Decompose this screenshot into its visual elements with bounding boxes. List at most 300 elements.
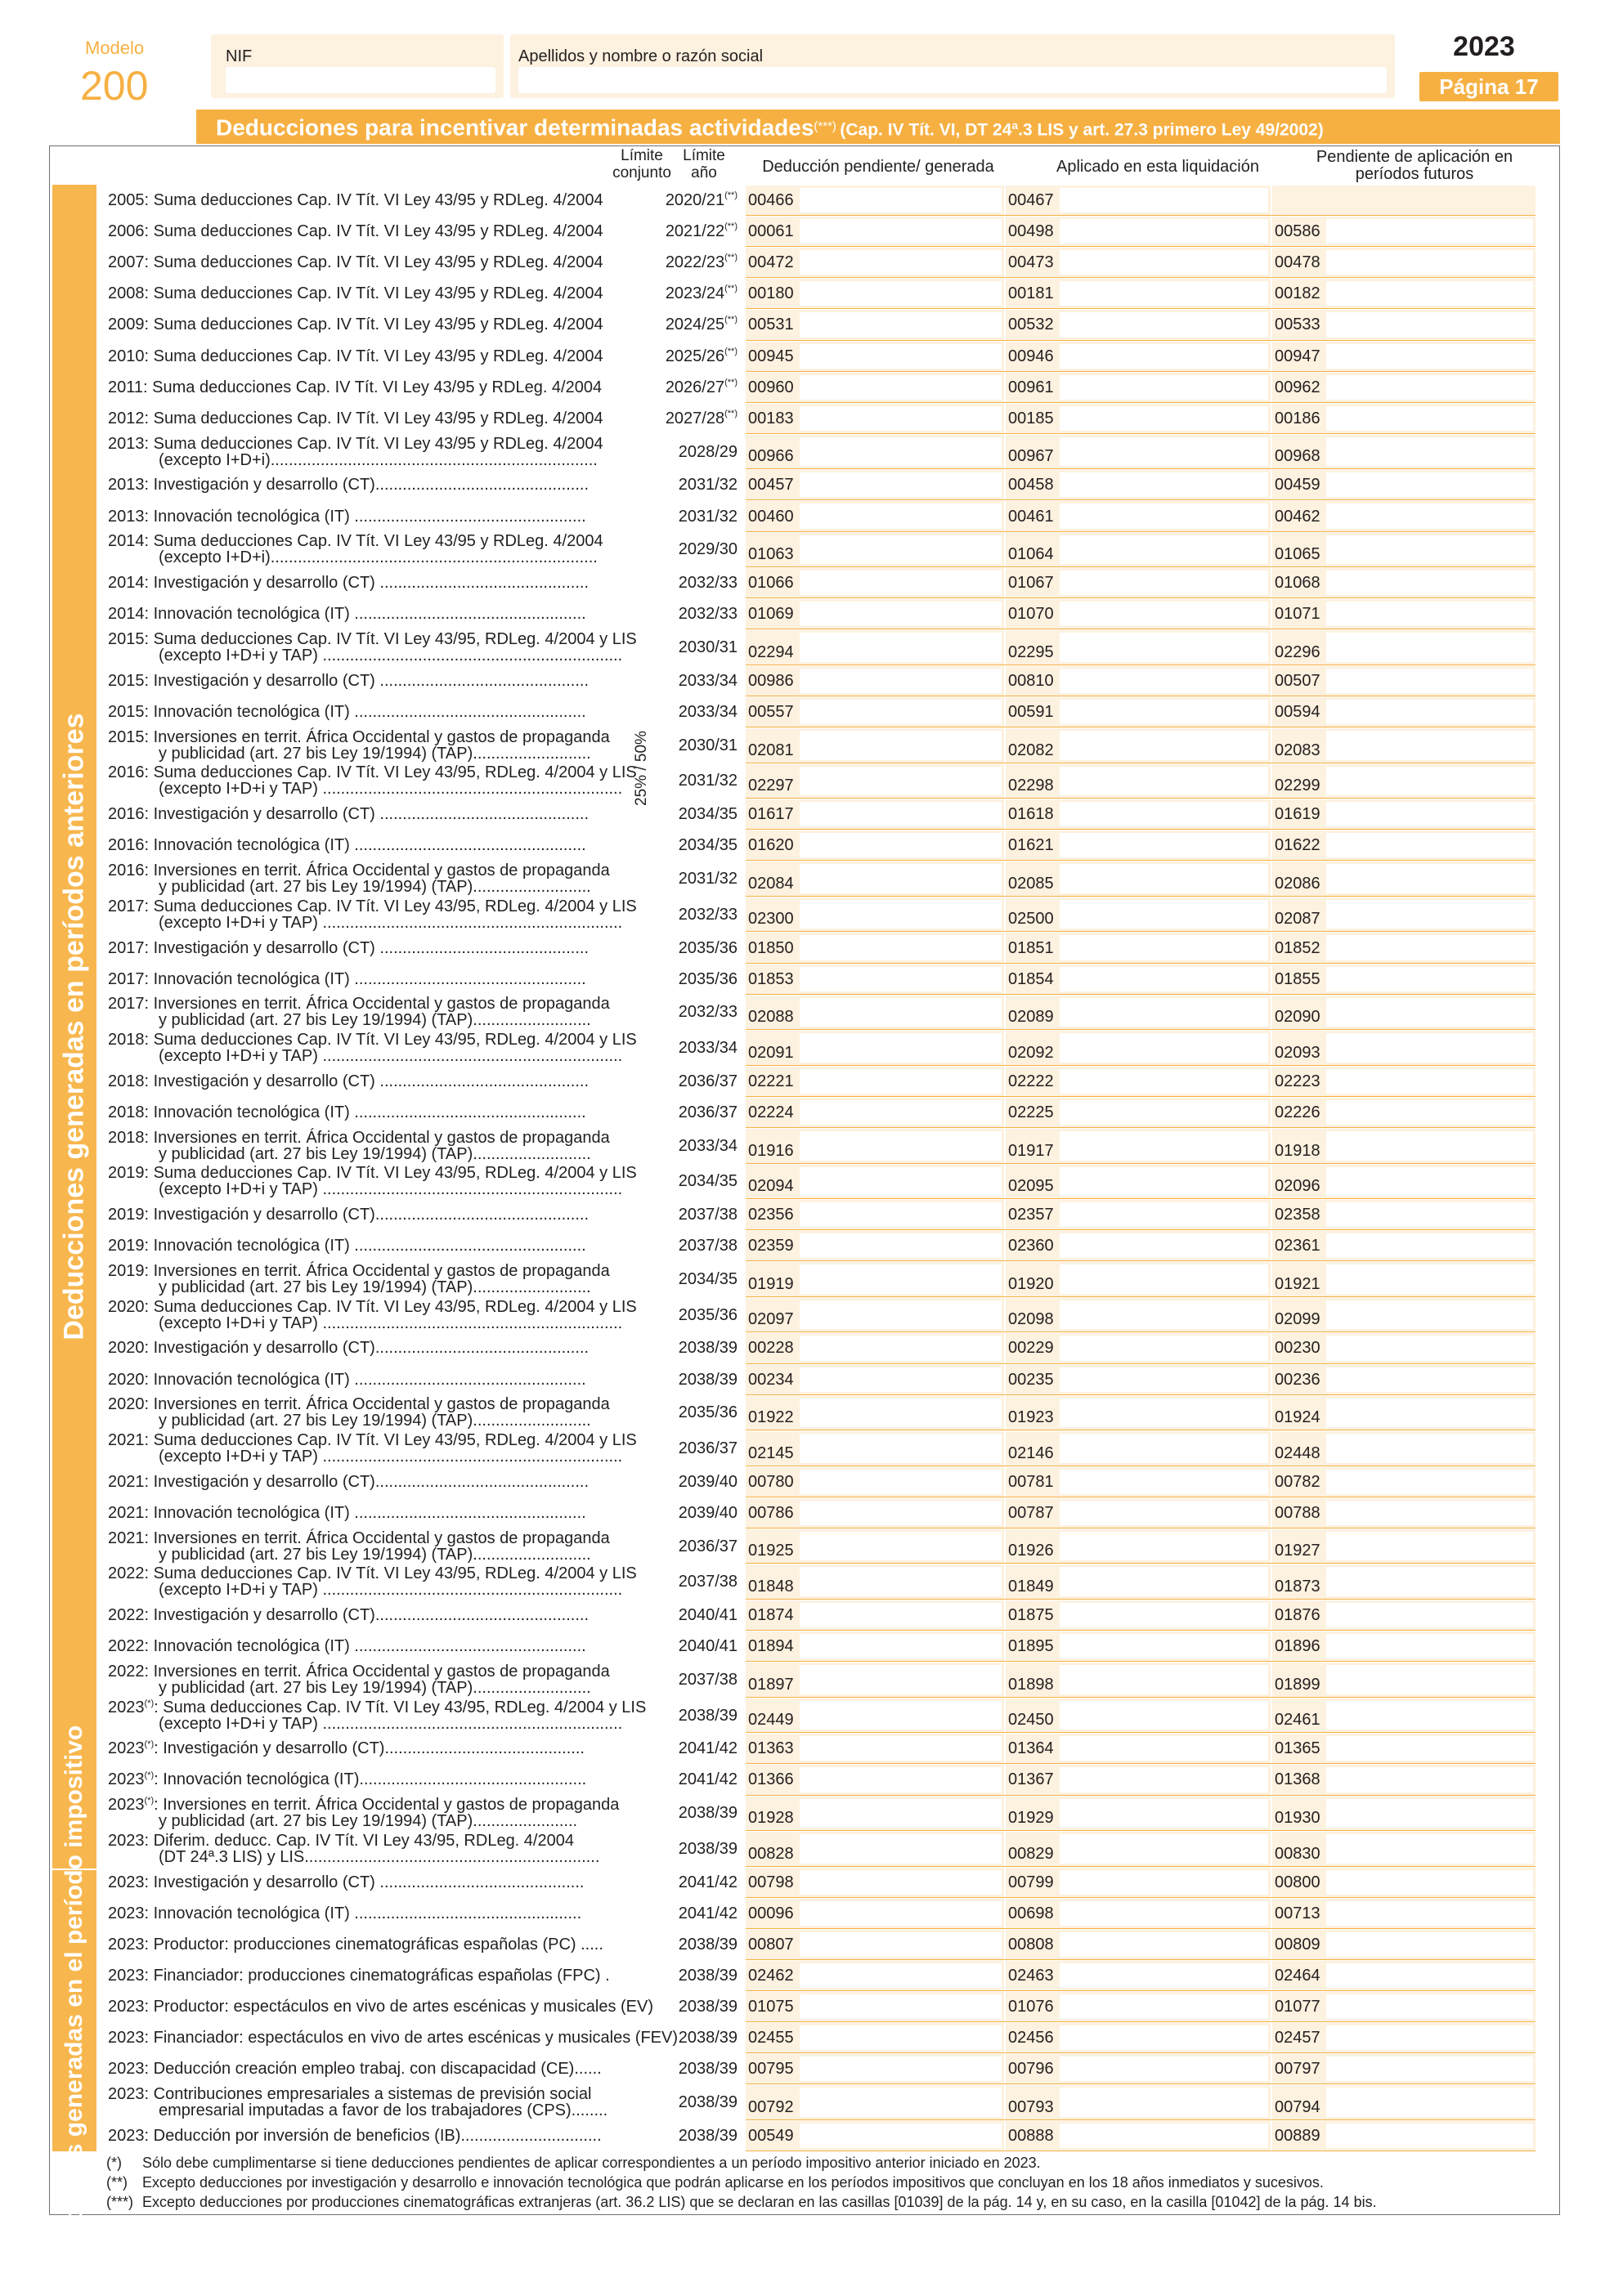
amount-input[interactable] <box>1060 935 1268 960</box>
cell-pendiente <box>1272 1231 1536 1260</box>
amount-input[interactable] <box>800 1033 1002 1063</box>
row-limit-year: 2035/36 <box>678 1305 737 1324</box>
row-limit-mark: (**) <box>724 346 737 356</box>
amount-input[interactable] <box>1060 504 1268 528</box>
amount-input[interactable] <box>1326 1434 1533 1463</box>
box-code: 01065 <box>1275 545 1320 564</box>
amount-input[interactable] <box>1060 1501 1268 1525</box>
amount-input[interactable] <box>800 1532 1002 1561</box>
cell-aplicado <box>1006 2023 1271 2052</box>
amount-input[interactable] <box>1060 833 1268 857</box>
amount-input[interactable] <box>800 1434 1002 1463</box>
amount-input[interactable] <box>800 1202 1002 1227</box>
row-limit-year: 2035/36 <box>678 969 737 988</box>
amount-input[interactable] <box>1326 1994 1533 2019</box>
amount-input[interactable] <box>800 1701 1002 1730</box>
table-row <box>0 629 1605 665</box>
amount-input[interactable] <box>1326 1100 1533 1125</box>
amount-input[interactable] <box>800 281 1002 306</box>
box-code: 00236 <box>1275 1370 1320 1389</box>
amount-input[interactable] <box>1326 900 1533 929</box>
amount-input[interactable] <box>800 504 1002 528</box>
amount-input[interactable] <box>800 833 1002 857</box>
amount-input[interactable] <box>1326 2088 1533 2117</box>
amount-input[interactable] <box>1326 1264 1533 1294</box>
amount-input[interactable] <box>800 1501 1002 1525</box>
amount-input[interactable] <box>800 312 1002 337</box>
amount-input[interactable] <box>1060 1336 1268 1360</box>
amount-input[interactable] <box>1326 700 1533 724</box>
footnote-mark: (***) <box>106 2194 134 2210</box>
cell-pendiente <box>1272 248 1536 277</box>
row-text: Financiador: espectáculos en vivo de artes escénicas y musicales (FEV) <box>153 2029 679 2048</box>
amount-input[interactable] <box>1060 669 1268 693</box>
amount-input[interactable] <box>1326 2057 1533 2081</box>
box-code: 00946 <box>1008 347 1054 365</box>
amount-input[interactable] <box>800 188 1002 213</box>
amount-input[interactable] <box>1060 700 1268 724</box>
amount-input[interactable] <box>1326 1300 1533 1330</box>
amount-input[interactable] <box>1060 1131 1268 1161</box>
cell-aplicado <box>1006 248 1271 277</box>
amount-input[interactable] <box>1060 571 1268 595</box>
amount-input[interactable] <box>1326 281 1533 306</box>
amount-input[interactable] <box>1060 1701 1268 1730</box>
amount-input[interactable] <box>800 1963 1002 1988</box>
amount-input[interactable] <box>800 1603 1002 1627</box>
amount-input[interactable] <box>800 1264 1002 1294</box>
row-limit-year: 2041/42 <box>678 1873 737 1891</box>
box-code: 01855 <box>1275 969 1320 988</box>
amount-input[interactable] <box>1060 2057 1268 2081</box>
box-code: 00795 <box>748 2060 794 2079</box>
amount-input[interactable] <box>1326 2025 1533 2050</box>
amount-input[interactable] <box>1060 998 1268 1027</box>
amount-input[interactable] <box>1060 1901 1268 1926</box>
amount-input[interactable] <box>1060 967 1268 991</box>
box-code: 01365 <box>1275 1739 1320 1758</box>
amount-input[interactable] <box>1060 1300 1268 1330</box>
row-year: 2020 <box>108 1370 145 1389</box>
row-text: Productor: producciones cinematográficas españolas (PC) ..... <box>153 1935 603 1954</box>
amount-input[interactable] <box>800 864 1002 893</box>
row-text: Suma deducciones Cap. IV Tít. VI Ley 43/95 y RDLeg. 4/2004 <box>153 347 603 365</box>
row-label <box>108 410 623 427</box>
amount-input[interactable] <box>1060 864 1268 893</box>
row-label <box>108 1164 637 1199</box>
amount-input[interactable] <box>1326 504 1533 528</box>
amount-input[interactable] <box>1326 669 1533 693</box>
amount-input[interactable] <box>1060 1736 1268 1761</box>
row-year: 2023 <box>108 1873 145 1891</box>
row-limit-year: 2038/39 <box>678 1339 737 1358</box>
amount-input[interactable] <box>1060 1202 1268 1227</box>
row-year: 2014 <box>108 532 145 551</box>
row-limit-year: 2030/31 <box>678 736 737 754</box>
row-label <box>108 223 623 239</box>
table-row <box>0 469 1605 500</box>
cell-aplicado <box>1006 630 1271 665</box>
amount-input[interactable] <box>1060 602 1268 626</box>
amount-input[interactable] <box>800 406 1002 431</box>
row-limit-year: 2033/34 <box>678 703 737 722</box>
amount-input[interactable] <box>1326 1701 1533 1730</box>
amount-input[interactable] <box>800 2088 1002 2117</box>
amount-input[interactable] <box>800 2025 1002 2050</box>
row-text: Suma deducciones Cap. IV Tít. VI Ley 43/95, RDLeg. 4/2004 y LIS <box>153 763 637 782</box>
amount-input[interactable] <box>1060 1834 1268 1864</box>
amount-input[interactable] <box>1060 535 1268 565</box>
amount-input[interactable] <box>1326 1167 1533 1197</box>
amount-input[interactable] <box>1060 1767 1268 1792</box>
row-label <box>108 1130 623 1162</box>
amount-input[interactable] <box>1326 731 1533 760</box>
amount-input[interactable] <box>1326 1532 1533 1561</box>
box-code: 02088 <box>748 1008 794 1027</box>
amount-input[interactable] <box>1326 344 1533 369</box>
box-code: 02361 <box>1275 1237 1320 1255</box>
amount-input[interactable] <box>1326 1901 1533 1926</box>
row-limit-year: 2034/35 <box>678 805 737 824</box>
row-year: 2007 <box>108 253 145 272</box>
amount-input[interactable] <box>1060 1932 1268 1957</box>
amount-input[interactable] <box>1326 1736 1533 1761</box>
amount-input[interactable] <box>1326 1131 1533 1161</box>
amount-input[interactable] <box>1060 1870 1268 1895</box>
row-label <box>108 379 623 396</box>
amount-input[interactable] <box>1326 1963 1533 1988</box>
amount-input[interactable] <box>1060 1963 1268 1988</box>
amount-input[interactable] <box>1060 437 1268 467</box>
amount-input[interactable] <box>800 731 1002 760</box>
amount-input[interactable] <box>1326 1399 1533 1428</box>
amount-input[interactable] <box>1060 633 1268 662</box>
amount-input[interactable] <box>1060 219 1268 244</box>
amount-input[interactable] <box>800 1665 1002 1694</box>
amount-input[interactable] <box>800 1167 1002 1197</box>
cell-aplicado <box>1006 964 1271 994</box>
row-limit-year: 2031/32 <box>678 870 737 888</box>
amount-input[interactable] <box>800 250 1002 275</box>
cell-aplicado <box>1006 1031 1271 1065</box>
amount-input[interactable] <box>1060 2088 1268 2117</box>
row-separator: : <box>144 1831 154 1850</box>
amount-input[interactable] <box>1060 1665 1268 1694</box>
cell-pendiente <box>1272 1961 1536 1990</box>
amount-input[interactable] <box>1060 406 1268 431</box>
amount-input[interactable] <box>800 1131 1002 1161</box>
amount-input[interactable] <box>1326 571 1533 595</box>
amount-input[interactable] <box>800 1100 1002 1125</box>
amount-input[interactable] <box>800 1901 1002 1926</box>
amount-input[interactable] <box>1326 833 1533 857</box>
row-text-continued: (excepto I+D+i y TAP) .................................................................. <box>159 780 623 799</box>
amount-input[interactable] <box>800 344 1002 369</box>
cell-aplicado <box>1006 533 1271 567</box>
amount-input[interactable] <box>800 1567 1002 1596</box>
amount-input[interactable] <box>1326 472 1533 497</box>
amount-input[interactable] <box>800 437 1002 467</box>
box-code: 00473 <box>1008 253 1054 272</box>
amount-input[interactable] <box>1326 802 1533 826</box>
amount-input[interactable] <box>1060 1567 1268 1596</box>
amount-input[interactable] <box>1326 1367 1533 1392</box>
amount-input[interactable] <box>800 1767 1002 1792</box>
amount-input[interactable] <box>800 375 1002 400</box>
amount-input[interactable] <box>1326 1501 1533 1525</box>
row-separator: : <box>144 1662 154 1681</box>
amount-input[interactable] <box>800 1470 1002 1494</box>
amount-input[interactable] <box>1060 1367 1268 1392</box>
box-code: 02450 <box>1008 1711 1054 1730</box>
amount-input[interactable] <box>1326 767 1533 796</box>
amount-input[interactable] <box>1326 602 1533 626</box>
amount-input[interactable] <box>1060 767 1268 796</box>
cell-pendiente <box>1272 470 1536 499</box>
row-limit-year: 2038/39 <box>678 1998 737 2016</box>
amount-input[interactable] <box>800 1736 1002 1761</box>
table-row <box>0 932 1605 963</box>
box-code: 00788 <box>1275 1503 1320 1522</box>
row-separator: : <box>144 574 154 593</box>
row-text: Innovación tecnológica (IT) ................................................... <box>153 1237 586 1255</box>
amount-input[interactable] <box>1060 1264 1268 1294</box>
amount-input[interactable] <box>1060 1799 1268 1828</box>
row-text: Innovación tecnológica (IT).................................................. <box>163 1770 587 1789</box>
amount-input[interactable] <box>1326 935 1533 960</box>
table-row <box>0 861 1605 897</box>
amount-input[interactable] <box>1326 1033 1533 1063</box>
cell-deduccion <box>746 1564 1004 1599</box>
box-code: 02093 <box>1275 1043 1320 1062</box>
amount-input[interactable] <box>800 1367 1002 1392</box>
amount-input[interactable] <box>1060 1532 1268 1561</box>
amount-input[interactable] <box>800 1870 1002 1895</box>
amount-input[interactable] <box>1060 344 1268 369</box>
cell-pendiente <box>1272 1067 1536 1096</box>
cell-deduccion <box>746 1529 1004 1564</box>
amount-input[interactable] <box>1326 864 1533 893</box>
amount-input[interactable] <box>1326 1834 1533 1864</box>
amount-input[interactable] <box>1060 1167 1268 1197</box>
cell-deduccion <box>746 1699 1004 1733</box>
name-input[interactable] <box>518 67 1387 93</box>
cell-deduccion <box>746 1832 1004 1866</box>
box-code: 00830 <box>1275 1844 1320 1863</box>
row-text: Inversiones en territ. África Occidental y gastos de propaganda <box>153 1262 610 1281</box>
box-code: 00228 <box>748 1339 794 1358</box>
amount-input[interactable] <box>1326 250 1533 275</box>
row-limit-year: 2021/22(**) <box>665 222 737 241</box>
amount-input[interactable] <box>1326 1665 1533 1694</box>
amount-input[interactable] <box>1060 281 1268 306</box>
amount-input[interactable] <box>1060 2025 1268 2050</box>
amount-input[interactable] <box>800 802 1002 826</box>
amount-input[interactable] <box>800 1399 1002 1428</box>
row-year: 2022 <box>108 1564 145 1583</box>
row-label <box>108 348 623 365</box>
amount-input[interactable] <box>800 1634 1002 1658</box>
row-text: Deducción por inversión de beneficios (IB)............................... <box>153 2126 602 2145</box>
amount-input[interactable] <box>1326 1233 1533 1258</box>
table-row <box>0 1430 1605 1466</box>
amount-input[interactable] <box>1326 1870 1533 1895</box>
box-code: 01848 <box>748 1578 794 1596</box>
cell-deduccion <box>746 568 1004 597</box>
amount-input[interactable] <box>1326 1932 1533 1957</box>
box-code: 02096 <box>1275 1177 1320 1196</box>
amount-input[interactable] <box>1326 406 1533 431</box>
row-limit-mark: (**) <box>724 253 737 263</box>
row-separator: : <box>144 316 154 334</box>
amount-input[interactable] <box>800 535 1002 565</box>
row-separator: : <box>144 1370 154 1389</box>
amount-input[interactable] <box>1326 1767 1533 1792</box>
amount-input[interactable] <box>1060 1994 1268 2019</box>
amount-input[interactable] <box>1060 1634 1268 1658</box>
amount-input[interactable] <box>1326 312 1533 337</box>
amount-input[interactable] <box>1326 219 1533 244</box>
amount-input[interactable] <box>800 571 1002 595</box>
amount-input[interactable] <box>1326 633 1533 662</box>
amount-input[interactable] <box>1326 1603 1533 1627</box>
amount-input[interactable] <box>800 935 1002 960</box>
amount-input[interactable] <box>800 1799 1002 1828</box>
amount-input[interactable] <box>800 967 1002 991</box>
amount-input[interactable] <box>800 998 1002 1027</box>
box-code: 01927 <box>1275 1542 1320 1560</box>
amount-input[interactable] <box>800 1233 1002 1258</box>
amount-input[interactable] <box>1060 1603 1268 1627</box>
amount-input[interactable] <box>1060 1399 1268 1428</box>
row-year: 2016 <box>108 763 145 782</box>
table-row <box>0 1497 1605 1528</box>
box-code: 00799 <box>1008 1873 1054 1891</box>
row-separator: : <box>144 1072 154 1090</box>
box-code: 00713 <box>1275 1904 1320 1922</box>
amount-input[interactable] <box>1060 1434 1268 1463</box>
row-text: Suma deducciones Cap. IV Tít. VI Ley 43/95 y RDLeg. 4/2004 <box>153 253 603 272</box>
amount-input[interactable] <box>1326 1567 1533 1596</box>
footnote-text: Sólo debe cumplimentarse si tiene deducciones pendientes de aplicar correspondientes a un período impositivo anterior iniciado en 2023. <box>142 2155 1041 2171</box>
amount-input[interactable] <box>1326 535 1533 565</box>
amount-input[interactable] <box>1326 998 1533 1027</box>
amount-input[interactable] <box>800 2057 1002 2081</box>
amount-input[interactable] <box>1060 731 1268 760</box>
amount-input[interactable] <box>1326 437 1533 467</box>
amount-input[interactable] <box>1326 2124 1533 2148</box>
amount-input[interactable] <box>1326 1069 1533 1094</box>
row-label <box>108 940 623 956</box>
amount-input[interactable] <box>1060 375 1268 400</box>
cell-deduccion <box>746 1498 1004 1528</box>
amount-input[interactable] <box>800 900 1002 929</box>
amount-input[interactable] <box>800 2124 1002 2148</box>
row-separator: : <box>144 1528 154 1547</box>
cell-deduccion <box>746 1165 1004 1199</box>
row-text: Inversiones en territ. África Occidental y gastos de propaganda <box>153 995 610 1014</box>
amount-input[interactable] <box>800 1932 1002 1957</box>
amount-input[interactable] <box>1060 472 1268 497</box>
amount-input[interactable] <box>1060 1033 1268 1063</box>
box-code: 00186 <box>1275 409 1320 427</box>
box-code: 01924 <box>1275 1408 1320 1427</box>
amount-input[interactable] <box>800 633 1002 662</box>
amount-input[interactable] <box>1060 1233 1268 1258</box>
cell-aplicado <box>1006 933 1271 962</box>
amount-input[interactable] <box>1326 1799 1533 1828</box>
cell-deduccion <box>746 342 1004 371</box>
amount-input[interactable] <box>800 767 1002 796</box>
box-code: 01070 <box>1008 605 1054 624</box>
amount-input[interactable] <box>800 602 1002 626</box>
cell-pendiente <box>1272 310 1536 339</box>
amount-input[interactable] <box>1060 802 1268 826</box>
box-code: 00986 <box>748 671 794 690</box>
amount-input[interactable] <box>1326 1634 1533 1658</box>
cell-aplicado <box>1006 279 1271 308</box>
amount-input[interactable] <box>1326 1470 1533 1494</box>
box-code: 01363 <box>748 1739 794 1758</box>
amount-input[interactable] <box>1326 967 1533 991</box>
amount-input[interactable] <box>1326 1202 1533 1227</box>
row-label <box>108 2086 623 2119</box>
footnote <box>106 2153 1377 2173</box>
cell-deduccion <box>746 897 1004 932</box>
amount-input[interactable] <box>1060 2124 1268 2148</box>
amount-input[interactable] <box>1060 900 1268 929</box>
amount-input[interactable] <box>800 472 1002 497</box>
amount-input[interactable] <box>800 1994 1002 2019</box>
amount-input[interactable] <box>800 700 1002 724</box>
box-code: 02085 <box>1008 874 1054 893</box>
amount-input[interactable] <box>1060 312 1268 337</box>
amount-input[interactable] <box>1060 1069 1268 1094</box>
box-code: 00478 <box>1275 253 1320 272</box>
row-text: Productor: espectáculos en vivo de artes escénicas y musicales (EV) <box>153 1998 654 2016</box>
box-code: 02300 <box>748 910 794 929</box>
amount-input[interactable] <box>800 219 1002 244</box>
box-code: 00234 <box>748 1370 794 1389</box>
amount-input[interactable] <box>800 1336 1002 1360</box>
amount-input[interactable] <box>1326 375 1533 400</box>
row-year: 2021 <box>108 1430 145 1449</box>
cell-deduccion <box>746 435 1004 469</box>
cell-deduccion <box>746 630 1004 665</box>
amount-input[interactable] <box>1060 1100 1268 1125</box>
amount-input[interactable] <box>800 669 1002 693</box>
box-code: 02456 <box>1008 2029 1054 2048</box>
cell-pendiente <box>1272 2085 1536 2119</box>
amount-input[interactable] <box>1060 188 1268 213</box>
box-code: 02464 <box>1275 1966 1320 1985</box>
amount-input[interactable] <box>800 1300 1002 1330</box>
amount-input[interactable] <box>1060 1470 1268 1494</box>
amount-input[interactable] <box>1326 1336 1533 1360</box>
box-code: 02223 <box>1275 1072 1320 1090</box>
limite-conjunto-text: 25% / 50% <box>633 731 650 806</box>
row-limit-year: 2038/39 <box>678 1804 737 1823</box>
amount-input[interactable] <box>800 1834 1002 1864</box>
amount-input[interactable] <box>800 1069 1002 1094</box>
row-separator: : <box>144 1637 154 1656</box>
box-code: 00796 <box>1008 2060 1054 2079</box>
cell-deduccion <box>746 830 1004 860</box>
nif-input[interactable] <box>226 67 495 93</box>
row-label <box>108 1474 623 1490</box>
box-code: 00557 <box>748 703 794 722</box>
amount-input[interactable] <box>1060 250 1268 275</box>
